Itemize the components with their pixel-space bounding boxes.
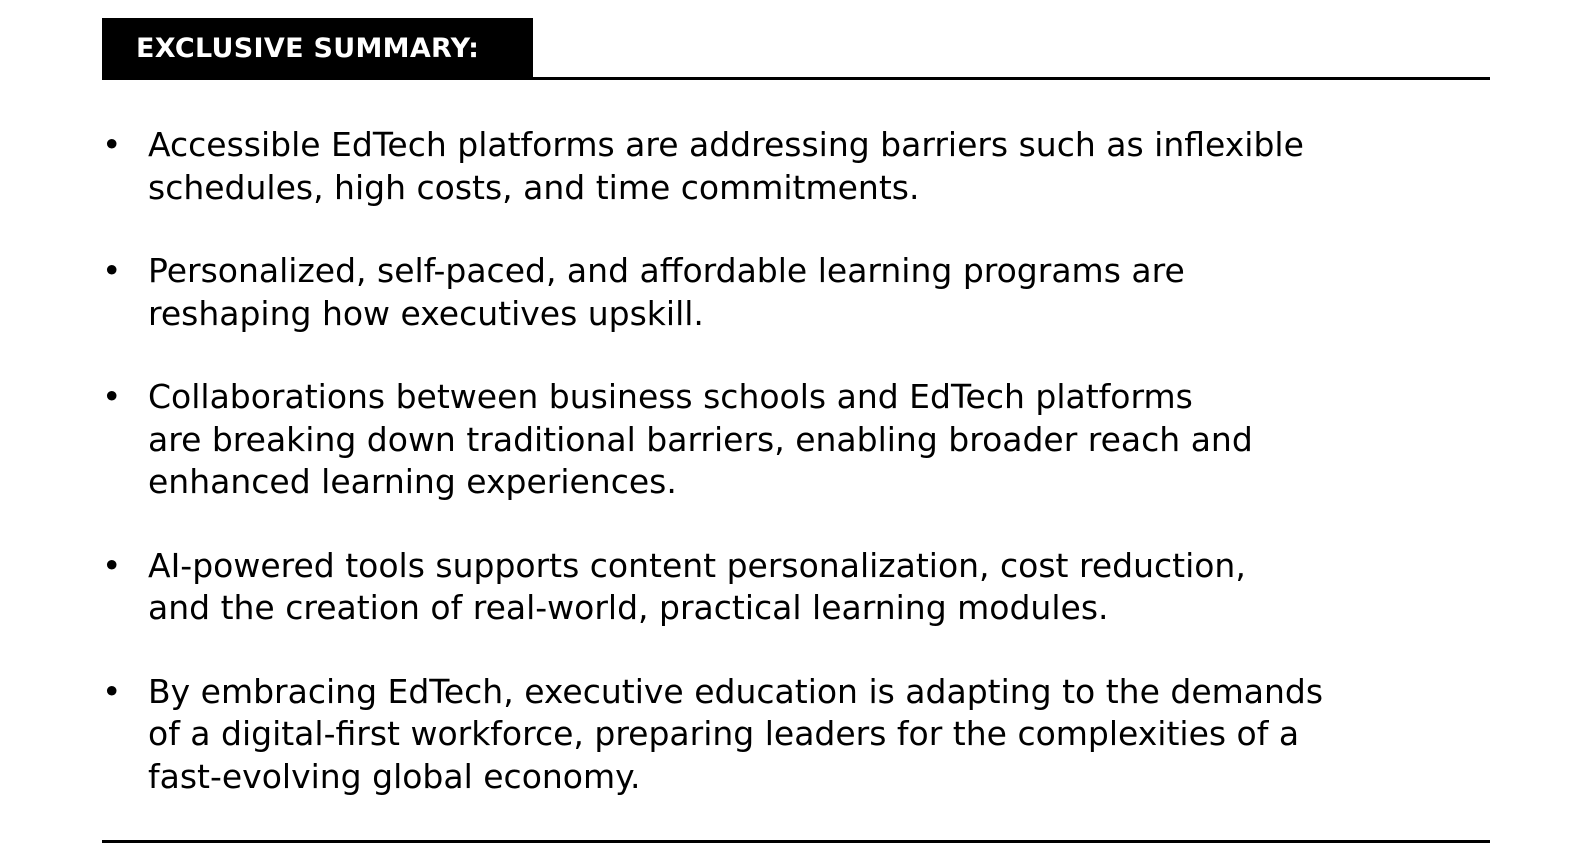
bullet-text-line: of a digital-first workforce, preparing leaders for the complexities of a: [148, 714, 1300, 753]
bullet-icon: •: [102, 377, 122, 416]
bullet-text-line: fast-evolving global economy.: [148, 756, 641, 796]
bullet-text-line: Personalized, self-paced, and affordable learning programs are: [148, 251, 1185, 290]
bullet-text-line: schedules, high costs, and time commitments.: [148, 167, 920, 207]
bullet-icon: •: [102, 545, 122, 585]
bullet-text-line: and the creation of real-world, practical learning modules.: [148, 588, 1109, 627]
section-title: EXCLUSIVE SUMMARY:: [102, 18, 533, 80]
footer-divider: [102, 840, 1490, 843]
summary-header: [102, 18, 1490, 80]
bullet-icon: •: [102, 671, 122, 711]
list-item: [102, 671, 1502, 799]
bullet-icon: •: [102, 251, 122, 290]
bullet-text-line: enhanced learning experiences.: [148, 462, 677, 501]
bullet-text-line: reshaping how executives upskill.: [148, 293, 704, 333]
list-item: [102, 376, 1502, 504]
summary-bullet-list: [102, 124, 1502, 839]
bullet-icon: •: [102, 125, 122, 164]
bullet-text-line: Collaborations between business schools and EdTech platforms: [148, 377, 1193, 416]
bullet-text-line: Accessible EdTech platforms are addressing barriers such as inflexible: [148, 125, 1304, 164]
list-item: [102, 124, 1502, 209]
list-item: [102, 250, 1502, 335]
bullet-text-line: By embracing EdTech, executive education is adapting to the demands: [148, 671, 1324, 711]
bullet-text-line: AI-powered tools supports content personalization, cost reduction,: [148, 545, 1246, 585]
bullet-text-line: are breaking down traditional barriers, enabling broader reach and: [148, 419, 1253, 459]
list-item: [102, 545, 1502, 630]
